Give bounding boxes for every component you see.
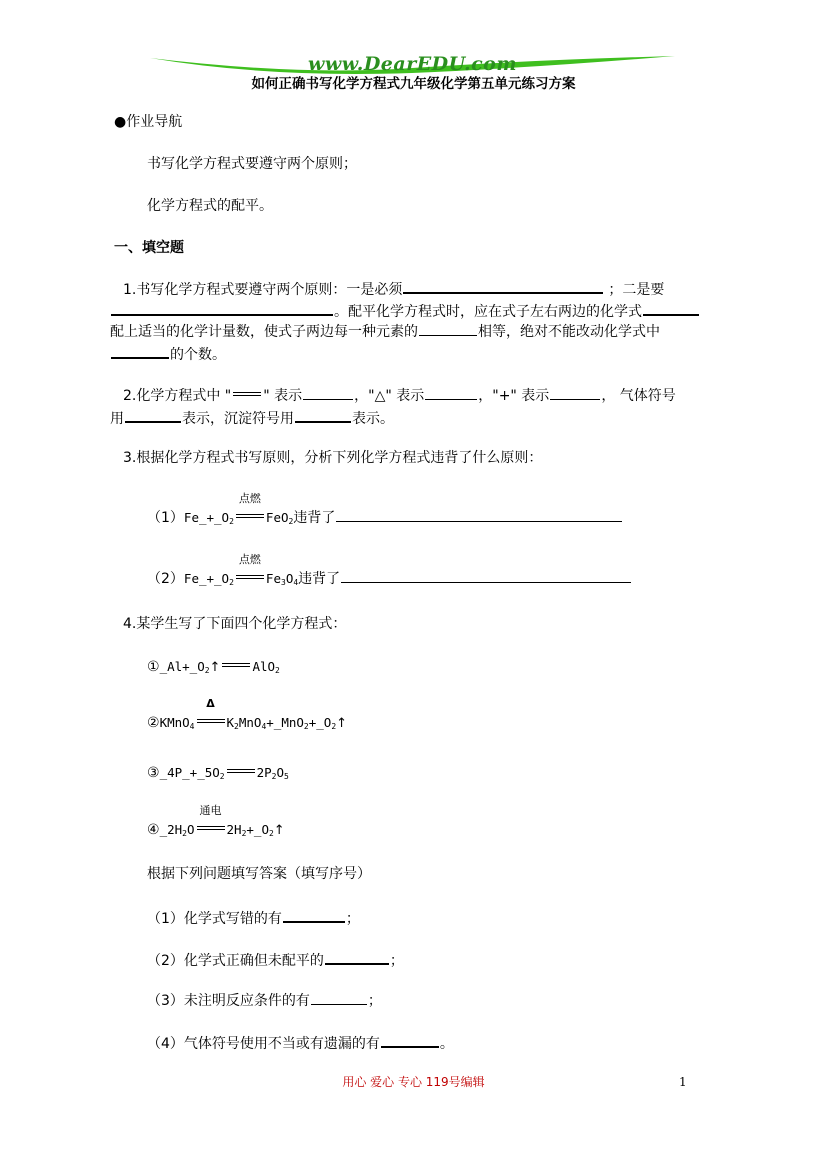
- q4-eq1-s1: 2: [204, 666, 210, 675]
- q1-text-2a: 。配平化学方程式时，应在式子左右两边的化学式: [334, 304, 642, 320]
- q4-eq1-b: AlO: [252, 659, 276, 674]
- q1-blank-2[interactable]: [111, 299, 333, 316]
- q3-equation-1: [147, 492, 623, 528]
- guide-heading: ●作业导航: [114, 114, 183, 130]
- q1-blank-5[interactable]: [111, 342, 169, 359]
- condition-sign: [196, 697, 226, 727]
- q4-answer-3: [147, 989, 382, 1011]
- q1-blank-4[interactable]: [419, 320, 477, 336]
- q4-eq2-s4: 2: [303, 722, 309, 731]
- q3-equation-2: [147, 553, 632, 589]
- q3-eq2-condition: 点燃: [238, 553, 261, 566]
- q4-eq4-s1: 2: [182, 829, 187, 838]
- q4-eq4-number: ④: [147, 822, 160, 838]
- q2-blank-2[interactable]: [425, 384, 477, 400]
- q4-blank-3[interactable]: [311, 989, 367, 1005]
- q1-blank-3[interactable]: [643, 299, 699, 316]
- q4-eq4-s3: 2: [268, 829, 274, 838]
- q3-eq2-lhs1: Fe: [183, 571, 199, 586]
- q4-answer-1-semi: ；: [345, 911, 360, 927]
- q4-eq2-s3: 4: [261, 722, 267, 731]
- q4-answer-intro: 根据下列问题填写答案（填写序号）: [147, 866, 371, 882]
- q2-text-2b: 表示，沉淀符号用: [182, 411, 294, 427]
- q3-eq2-sub3: 4: [293, 578, 299, 587]
- section-heading: 一、填空题: [114, 240, 184, 256]
- q3-eq1-sub1: 2: [229, 517, 234, 526]
- q4-equation-1: [147, 655, 280, 678]
- q4-eq3-s3: 5: [284, 772, 289, 781]
- q4-eq2-b: K: [226, 715, 235, 730]
- q4-eq4-d: +_O: [246, 822, 269, 837]
- q2-text-1d: ，"+" 表示: [478, 388, 550, 404]
- q1-blank-1[interactable]: [403, 277, 603, 294]
- q3-eq1-condition: 点燃: [238, 492, 261, 505]
- q4-eq1-a: _Al+_O: [159, 659, 205, 674]
- up-arrow-icon: ↑: [273, 823, 285, 838]
- q2-blank-5[interactable]: [295, 406, 351, 423]
- page-number: 1: [679, 1075, 687, 1089]
- q4-eq2-condition: Δ: [206, 697, 215, 710]
- q3-eq2-number: （2）: [147, 571, 184, 587]
- guide-item-1: 书写化学方程式要遵守两个原则；: [147, 156, 357, 172]
- q2-text-1b: " 表示: [263, 388, 303, 404]
- q4-equation-3: [147, 761, 289, 783]
- q2-blank-4[interactable]: [125, 406, 181, 423]
- q3-eq2-tail: 违背了: [298, 571, 341, 587]
- q3-eq1-lhs1: Fe: [183, 510, 199, 525]
- q4-eq4-c: 2H: [226, 822, 242, 837]
- q4-eq3-s2: 2: [271, 772, 277, 781]
- q4-equation-4: [147, 804, 285, 841]
- q2-blank-3[interactable]: [550, 384, 600, 400]
- q4-text: 4.某学生写了下面四个化学方程式：: [123, 616, 347, 632]
- q4-eq3-a: _4P_+_5O: [159, 765, 220, 780]
- q4-eq2-c: MnO: [238, 715, 262, 730]
- q4-eq3-c: O: [276, 765, 285, 780]
- q4-answer-3-semi: ；: [367, 993, 382, 1009]
- q1-text-3a: 配上适当的化学计量数，使式子两边每一种元素的: [110, 324, 418, 340]
- q4-answer-1-text: （1）化学式写错的有: [147, 911, 282, 927]
- q4-eq2-number: ②: [147, 715, 160, 731]
- q1-text-3b: 相等，绝对不能改动化学式中: [478, 324, 660, 340]
- site-url: www.DearEDU.com: [308, 53, 517, 75]
- q4-eq3-number: ③: [147, 765, 160, 781]
- q4-eq4-b: O: [186, 822, 195, 837]
- q2-text-2c: 表示。: [352, 411, 394, 427]
- q2-line-1: [123, 384, 676, 406]
- q2-text-2a: 用: [110, 411, 124, 427]
- q2-text-1a: 2.化学方程式中 ": [123, 388, 232, 404]
- equal-sign-icon: [226, 761, 256, 777]
- q3-eq2-rhs: Fe: [265, 571, 281, 586]
- q1-text-1b: ；二是要: [608, 282, 665, 298]
- equal-sign-icon: [232, 384, 262, 400]
- q1-line-3: [110, 320, 660, 342]
- q2-line-2: [110, 406, 394, 429]
- footer-text: 用心 爱心 专心 119号编辑: [342, 1075, 485, 1089]
- q4-eq4-condition: 通电: [199, 804, 222, 817]
- condition-sign: [196, 804, 226, 834]
- document-title: 如何正确书写化学方程式九年级化学第五单元练习方案: [251, 76, 576, 92]
- q3-eq1-tail: 违背了: [293, 510, 336, 526]
- q3-eq1-lhs2: _+_O: [198, 510, 230, 525]
- q4-answer-1: [147, 906, 360, 929]
- q4-eq2-s2: 2: [234, 722, 239, 731]
- q3-text: 3.根据化学方程式书写原则，分析下列化学方程式违背了什么原则：: [123, 450, 543, 466]
- up-arrow-icon: ↑: [209, 660, 221, 675]
- q4-eq2-a: KMnO: [159, 715, 190, 730]
- q3-blank-2[interactable]: [341, 567, 631, 583]
- q4-answer-3-text: （3）未注明反应条件的有: [147, 993, 310, 1009]
- q3-eq2-rhs2: O: [285, 571, 294, 586]
- q4-answer-2: [147, 948, 404, 971]
- condition-sign: [235, 492, 265, 522]
- q1-text-4a: 的个数。: [170, 347, 226, 363]
- q4-eq2-d: +_MnO: [266, 715, 304, 730]
- q1-text-1a: 1.书写化学方程式要遵守两个原则：一是必须: [123, 282, 403, 298]
- q4-answer-4-period: 。: [439, 1036, 454, 1052]
- q4-answer-4: [147, 1031, 454, 1054]
- q2-blank-1[interactable]: [303, 384, 353, 400]
- q3-blank-1[interactable]: [336, 506, 622, 522]
- q3-eq1-sub2: 2: [288, 517, 294, 526]
- q4-answer-2-semi: ；: [389, 953, 404, 969]
- q4-eq1-s2: 2: [275, 666, 280, 675]
- q4-eq3-b: 2P: [256, 765, 272, 780]
- q3-eq2-sub2: 3: [280, 578, 286, 587]
- q3-eq1-rhs: FeO: [265, 510, 289, 525]
- q2-text-1e: ， 气体符号: [601, 388, 676, 404]
- q4-blank-1[interactable]: [283, 906, 345, 923]
- q4-eq2-e: +_O: [308, 715, 332, 730]
- q3-eq2-sub1: 2: [229, 578, 234, 587]
- q4-equation-2: [147, 697, 348, 734]
- q4-eq4-a: _2H: [159, 822, 183, 837]
- q4-blank-2[interactable]: [325, 948, 389, 965]
- condition-sign: [235, 553, 265, 583]
- q1-line-4: [110, 342, 226, 365]
- q4-eq4-s2: 2: [241, 829, 247, 838]
- q2-text-1c: ，"△" 表示: [354, 388, 425, 404]
- q4-eq3-s1: 2: [219, 772, 225, 781]
- q4-eq2-s5: 2: [331, 722, 337, 731]
- equal-sign-icon: [221, 655, 251, 671]
- q1-line-1: [123, 277, 688, 300]
- up-arrow-icon: ↑: [336, 716, 348, 731]
- q4-answer-4-text: （4）气体符号使用不当或有遗漏的有: [147, 1036, 380, 1052]
- guide-item-2: 化学方程式的配平。: [147, 198, 273, 214]
- q3-eq1-number: （1）: [147, 510, 184, 526]
- q4-answer-2-text: （2）化学式正确但未配平的: [147, 953, 324, 969]
- q3-eq2-lhs2: _+_O: [198, 571, 230, 586]
- q4-blank-4[interactable]: [381, 1031, 439, 1048]
- q4-eq2-s1: 4: [189, 722, 195, 731]
- q4-eq1-number: ①: [147, 659, 160, 675]
- q1-line-2: [110, 299, 700, 322]
